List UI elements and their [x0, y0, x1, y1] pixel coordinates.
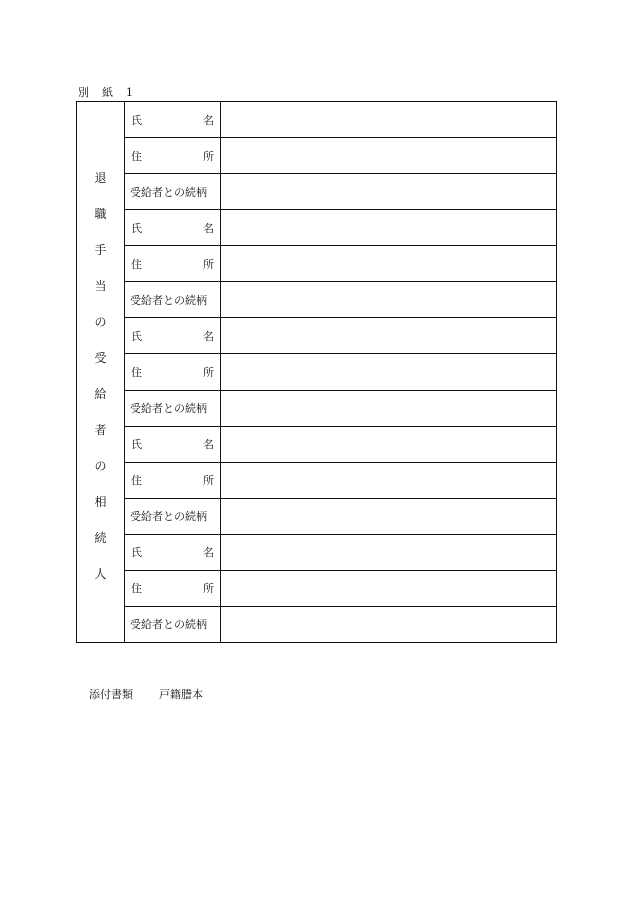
relationship-label: 受給者との続柄 — [125, 499, 221, 534]
name-label-char: 氏 — [131, 113, 142, 127]
address-row — [125, 571, 556, 607]
heirs-table — [76, 101, 557, 643]
relationship-label: 受給者との続柄 — [125, 174, 221, 209]
heir-group — [125, 535, 556, 642]
relationship-value-cell[interactable] — [221, 282, 556, 317]
name-label-char: 氏 — [131, 438, 142, 452]
side-heading — [77, 102, 125, 642]
page-label-char: 紙 — [102, 86, 113, 99]
side-heading-char: 手 — [94, 243, 107, 257]
name-value-cell[interactable] — [221, 427, 556, 462]
address-label — [125, 246, 221, 281]
relationship-row — [125, 282, 556, 317]
name-label-char: 氏 — [131, 221, 142, 235]
address-value-cell[interactable] — [221, 138, 556, 173]
name-label-char: 氏 — [131, 329, 142, 343]
heir-groups — [125, 102, 556, 642]
name-row — [125, 535, 556, 571]
heir-group — [125, 210, 556, 318]
name-label — [125, 102, 221, 137]
attachment-line — [89, 686, 203, 702]
address-label-char: 所 — [203, 582, 214, 596]
name-label-char: 名 — [203, 329, 214, 343]
side-heading-char: 退 — [94, 171, 107, 185]
page-label-number: 1 — [126, 86, 133, 99]
relationship-row — [125, 174, 556, 209]
address-label-char: 住 — [131, 366, 142, 379]
address-label-char: 所 — [203, 149, 214, 163]
side-heading-char: 相 — [94, 495, 107, 509]
relationship-label: 受給者との続柄 — [125, 282, 221, 317]
page-label-char: 別 — [78, 86, 89, 99]
name-label — [125, 535, 221, 570]
name-label-char: 名 — [203, 113, 214, 127]
relationship-label: 受給者との続柄 — [125, 391, 221, 426]
address-label-char: 所 — [203, 257, 214, 271]
relationship-value-cell[interactable] — [221, 391, 556, 426]
attachment-value: 戸籍謄本 — [159, 688, 203, 701]
name-row — [125, 318, 556, 354]
address-label-char: 住 — [131, 257, 142, 271]
relationship-row — [125, 499, 556, 534]
relationship-row — [125, 391, 556, 426]
address-row — [125, 463, 556, 499]
address-label — [125, 571, 221, 606]
side-heading-char: 職 — [94, 207, 107, 221]
side-heading-char: 人 — [94, 567, 107, 581]
address-label-char: 所 — [203, 474, 214, 488]
side-heading-char: 続 — [94, 531, 107, 545]
name-value-cell[interactable] — [221, 210, 556, 245]
address-row — [125, 138, 556, 174]
address-value-cell[interactable] — [221, 246, 556, 281]
attachment-label: 添付書類 — [89, 688, 133, 701]
address-label-char: 所 — [203, 366, 214, 379]
name-label — [125, 318, 221, 353]
relationship-value-cell[interactable] — [221, 499, 556, 534]
address-value-cell[interactable] — [221, 354, 556, 389]
heir-group — [125, 318, 556, 426]
side-heading-char: 当 — [94, 279, 107, 293]
heir-group — [125, 102, 556, 210]
address-label — [125, 463, 221, 498]
heir-group — [125, 427, 556, 535]
side-heading-char: の — [94, 459, 107, 473]
address-label-char: 住 — [131, 582, 142, 596]
address-row — [125, 246, 556, 282]
address-label-char: 住 — [131, 149, 142, 163]
relationship-value-cell[interactable] — [221, 174, 556, 209]
name-label — [125, 427, 221, 462]
side-heading-char: 受 — [94, 351, 107, 365]
side-heading-char: 給 — [94, 387, 107, 401]
name-row — [125, 427, 556, 463]
name-label — [125, 210, 221, 245]
name-label-char: 名 — [203, 546, 214, 560]
relationship-label: 受給者との続柄 — [125, 607, 221, 642]
side-heading-char: 者 — [94, 423, 107, 437]
name-value-cell[interactable] — [221, 318, 556, 353]
side-heading-char: の — [94, 315, 107, 329]
address-value-cell[interactable] — [221, 571, 556, 606]
page-label — [78, 84, 133, 100]
relationship-value-cell[interactable] — [221, 607, 556, 642]
name-value-cell[interactable] — [221, 102, 556, 137]
name-label-char: 名 — [203, 221, 214, 235]
name-label-char: 氏 — [131, 546, 142, 560]
address-label — [125, 354, 221, 389]
address-row — [125, 354, 556, 390]
name-label-char: 名 — [203, 438, 214, 452]
relationship-row — [125, 607, 556, 642]
address-label-char: 住 — [131, 474, 142, 488]
name-row — [125, 102, 556, 138]
address-label — [125, 138, 221, 173]
name-value-cell[interactable] — [221, 535, 556, 570]
name-row — [125, 210, 556, 246]
address-value-cell[interactable] — [221, 463, 556, 498]
